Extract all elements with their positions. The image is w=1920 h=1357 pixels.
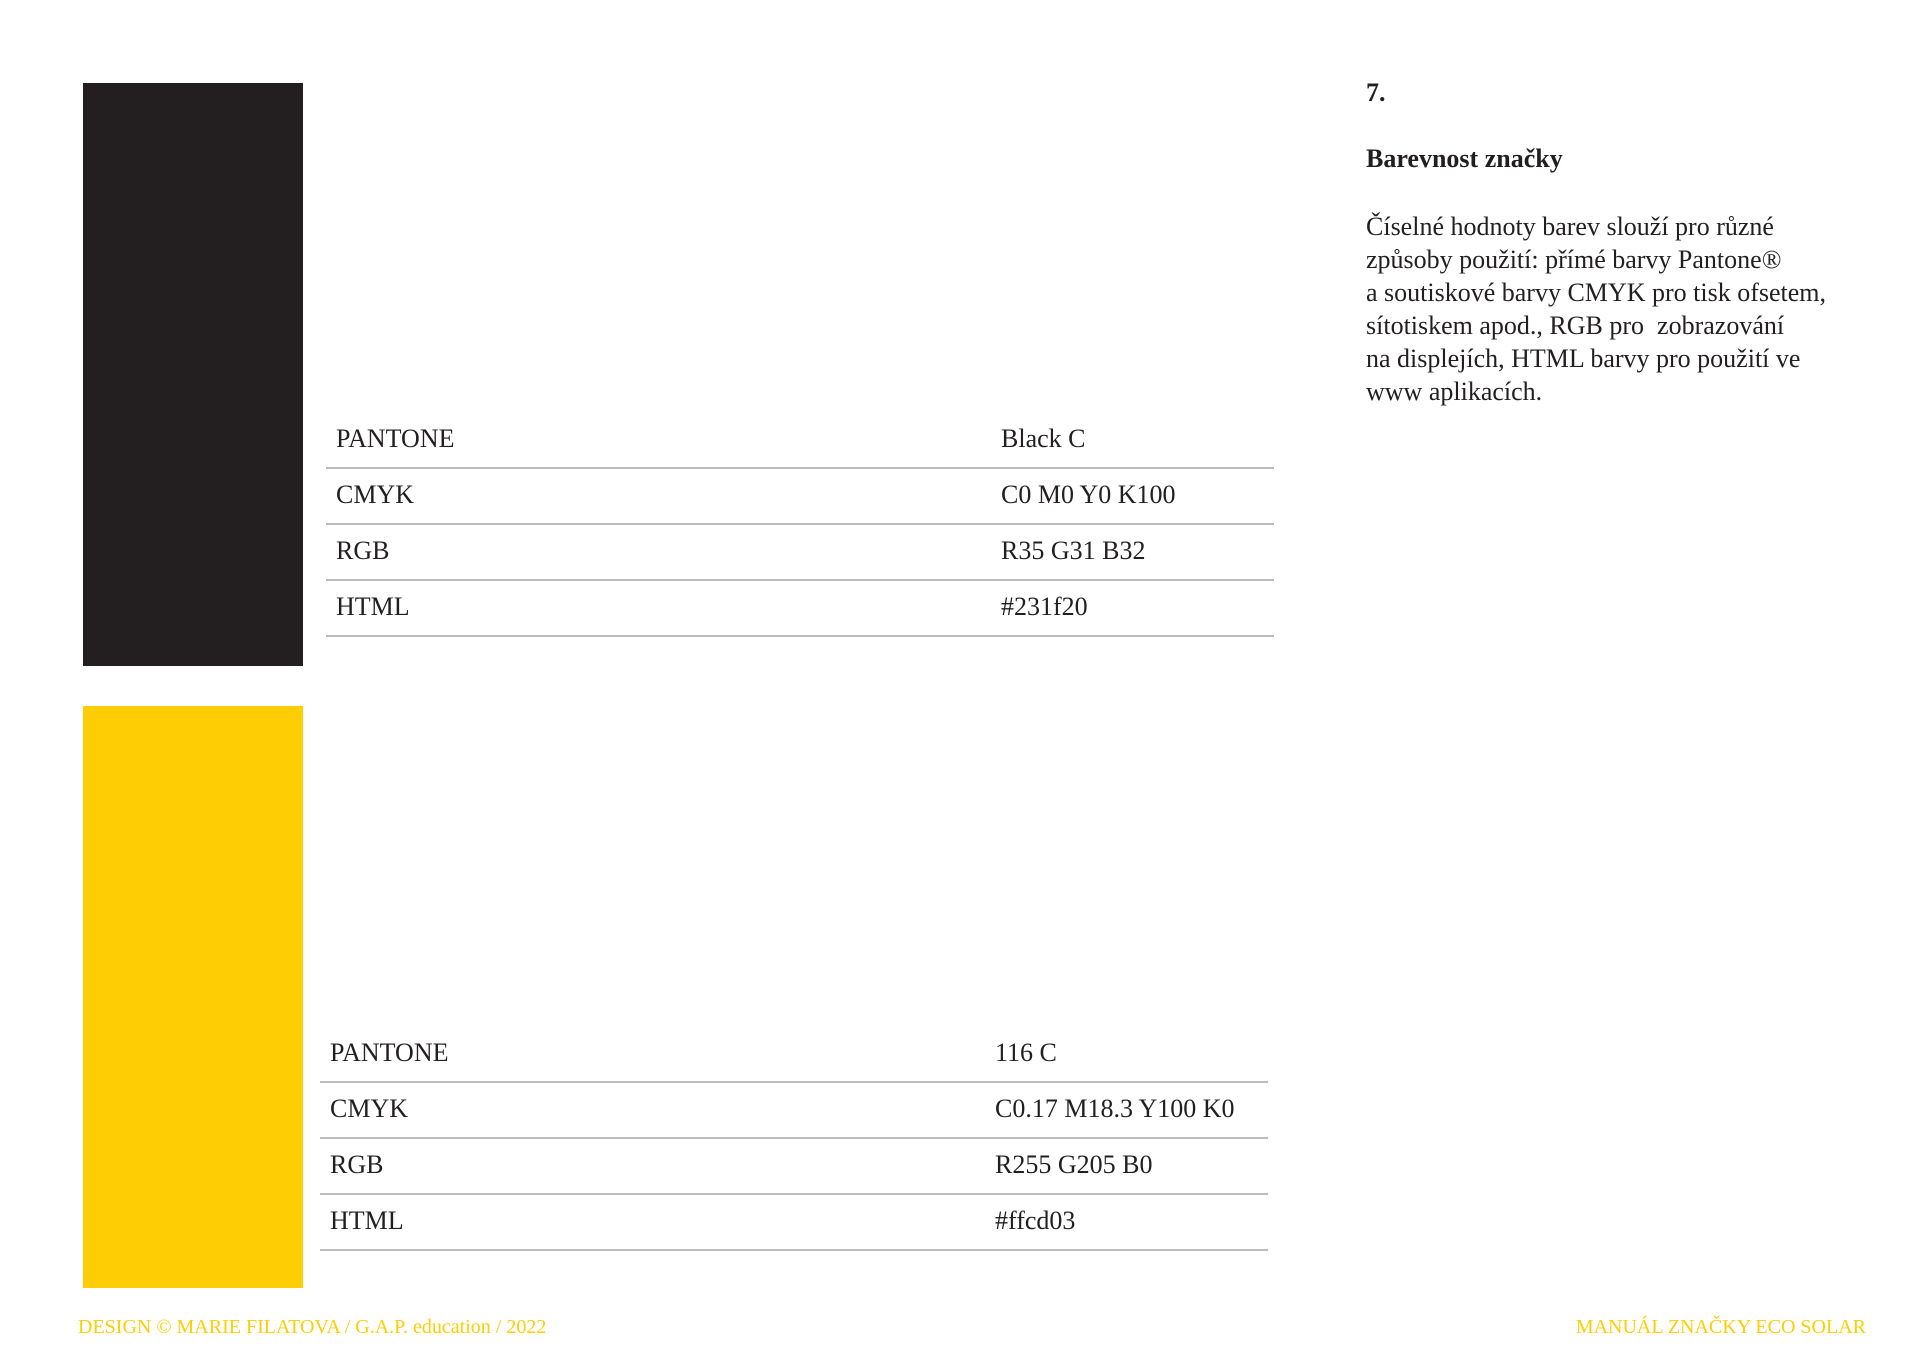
color-swatch-yellow [83, 706, 303, 1288]
table-row-rgb [320, 1139, 1268, 1195]
description-line: a soutiskové barvy CMYK pro tisk ofsetem, [1366, 278, 1827, 307]
section-title: Barevnost značky [1366, 144, 1563, 173]
row-label: PANTONE [336, 424, 455, 453]
footer-manual-title: MANUÁL ZNAČKY ECO SOLAR [1575, 1316, 1866, 1338]
color-spec-table-black [326, 413, 1274, 637]
row-label: CMYK [336, 480, 415, 509]
row-value: C0 M0 Y0 K100 [1001, 480, 1176, 509]
section-number: 7. [1366, 78, 1386, 107]
row-label: RGB [330, 1150, 384, 1179]
row-value: Black C [1001, 424, 1086, 453]
row-label: CMYK [330, 1094, 409, 1123]
table-row-cmyk [326, 469, 1274, 525]
row-label: HTML [330, 1206, 404, 1235]
row-value: #ffcd03 [995, 1206, 1076, 1235]
table-row-rgb [326, 525, 1274, 581]
section-description [1366, 210, 1906, 408]
row-value: R255 G205 B0 [995, 1150, 1153, 1179]
footer-credit: DESIGN © MARIE FILATOVA / G.A.P. education / 2022 [78, 1316, 547, 1338]
row-label: PANTONE [330, 1038, 449, 1067]
description-line: sítotiskem apod., RGB pro zobrazování [1366, 311, 1785, 340]
table-row-pantone [320, 1027, 1268, 1083]
description-line: Číselné hodnoty barev slouží pro různé [1366, 212, 1774, 241]
row-value: C0.17 M18.3 Y100 K0 [995, 1094, 1235, 1123]
row-value: #231f20 [1001, 592, 1088, 621]
row-value: R35 G31 B32 [1001, 536, 1146, 565]
table-row-pantone [326, 413, 1274, 469]
row-label: HTML [336, 592, 410, 621]
table-row-html [320, 1195, 1268, 1251]
table-row-html [326, 581, 1274, 637]
table-row-cmyk [320, 1083, 1268, 1139]
color-swatch-black [83, 83, 303, 666]
color-spec-table-yellow [320, 1027, 1268, 1251]
row-value: 116 C [995, 1038, 1057, 1067]
row-label: RGB [336, 536, 390, 565]
description-line: na displejích, HTML barvy pro použití ve [1366, 344, 1801, 373]
description-line: www aplikacích. [1366, 377, 1543, 406]
description-line: způsoby použití: přímé barvy Pantone® [1366, 245, 1782, 274]
